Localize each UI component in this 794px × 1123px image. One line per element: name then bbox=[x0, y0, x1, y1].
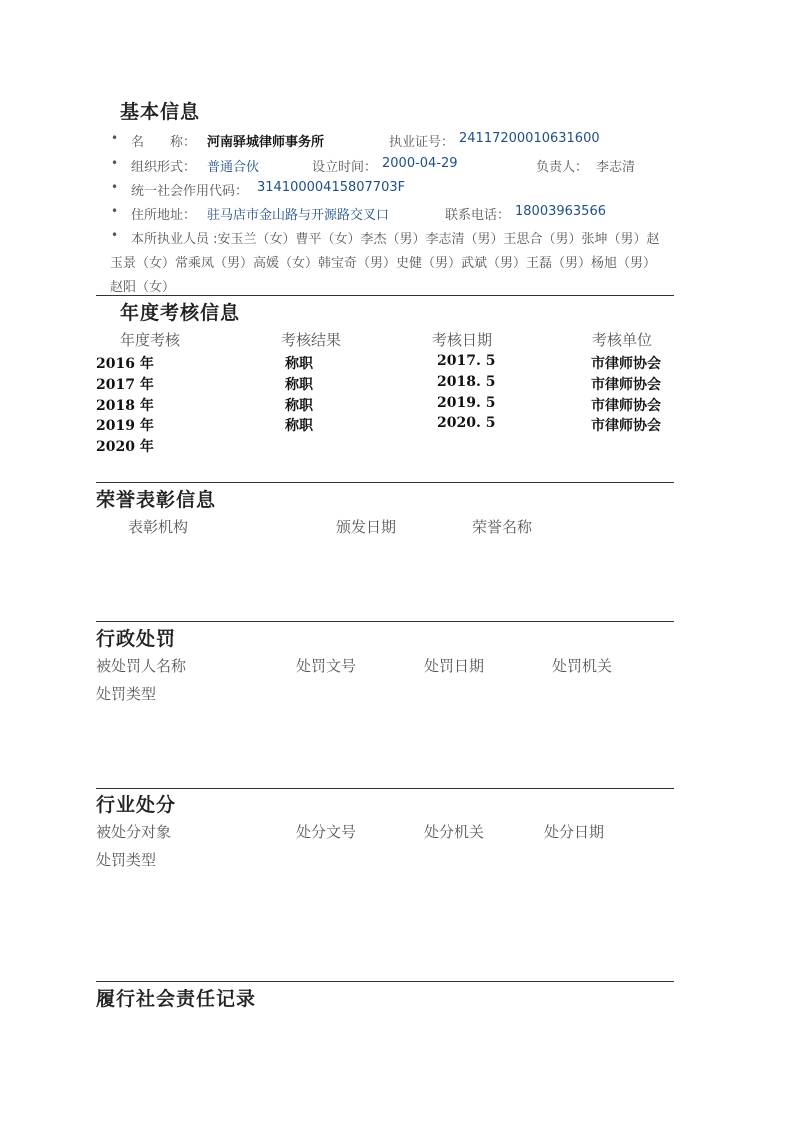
org-form-value: 普通合伙 bbox=[207, 160, 260, 175]
penalty-col-subject: 被处罚人名称 bbox=[96, 657, 187, 675]
founded-value: 2000-04-29 bbox=[382, 156, 458, 171]
address-value: 驻马店市金山路与开源路交叉口 bbox=[207, 208, 390, 223]
address-label: 住所地址： bbox=[131, 208, 197, 223]
penalty-col-type: 处罚类型 bbox=[96, 685, 157, 703]
annual-row-unit: 市律师协会 bbox=[591, 377, 661, 393]
annual-row-result: 称职 bbox=[285, 377, 313, 393]
annual-review-title: 年度考核信息 bbox=[120, 302, 241, 324]
lawyers-line-2: 玉景（女）常乘凤（男）高媛（女）韩宝奇（男）史健（男）武斌（男）王磊（男）杨旭（男） bbox=[110, 256, 657, 271]
annual-col-unit: 考核单位 bbox=[592, 331, 653, 349]
penalty-col-date: 处罚日期 bbox=[424, 657, 485, 675]
annual-row-year: 2019 年 bbox=[96, 418, 154, 434]
honors-col-name: 荣誉名称 bbox=[472, 518, 533, 536]
sanction-col-authority: 处分机关 bbox=[424, 823, 485, 841]
lawyers-line-3: 赵阳（女） bbox=[110, 280, 176, 295]
admin-penalty-title: 行政处罚 bbox=[96, 628, 177, 650]
license-number: 24117200010631600 bbox=[459, 131, 600, 146]
bullet: • bbox=[111, 156, 119, 170]
section-divider bbox=[96, 981, 674, 982]
sanction-col-type: 处罚类型 bbox=[96, 851, 157, 869]
phone-value: 18003963566 bbox=[515, 204, 606, 219]
lawyers-line-1: 本所执业人员 :安玉兰（女）曹平（女）李杰（男）李志清（男）王思合（男）张坤（男）赵 bbox=[131, 232, 660, 247]
owner-value: 李志清 bbox=[596, 160, 636, 175]
annual-row-date: 2018. 5 bbox=[437, 374, 496, 390]
basic-info-title: 基本信息 bbox=[120, 101, 201, 123]
annual-row-unit: 市律师协会 bbox=[591, 398, 661, 414]
honors-col-org: 表彰机构 bbox=[128, 518, 189, 536]
annual-row-date: 2019. 5 bbox=[437, 395, 496, 411]
annual-row-year: 2016 年 bbox=[96, 356, 154, 372]
bullet: • bbox=[111, 204, 119, 218]
social-responsibility-title: 履行社会责任记录 bbox=[96, 988, 257, 1010]
section-divider bbox=[96, 621, 674, 622]
annual-row-date: 2020. 5 bbox=[437, 415, 496, 431]
annual-row-result: 称职 bbox=[285, 398, 313, 414]
section-divider bbox=[96, 295, 674, 296]
industry-sanction-title: 行业处分 bbox=[96, 794, 177, 816]
annual-row-year: 2018 年 bbox=[96, 398, 154, 414]
annual-row-unit: 市律师协会 bbox=[591, 418, 661, 434]
penalty-col-doc-no: 处罚文号 bbox=[296, 657, 357, 675]
sanction-col-doc-no: 处分文号 bbox=[296, 823, 357, 841]
penalty-col-authority: 处罚机关 bbox=[552, 657, 613, 675]
annual-row-year: 2017 年 bbox=[96, 377, 154, 393]
sanction-col-date: 处分日期 bbox=[544, 823, 605, 841]
owner-label: 负责人： bbox=[536, 160, 589, 175]
bullet: • bbox=[111, 131, 119, 145]
founded-label: 设立时间： bbox=[312, 160, 378, 175]
org-form-label: 组织形式： bbox=[131, 160, 197, 175]
name-label: 名 称： bbox=[131, 135, 197, 150]
annual-row-result: 称职 bbox=[285, 356, 313, 372]
annual-col-result: 考核结果 bbox=[281, 331, 342, 349]
bullet: • bbox=[111, 228, 119, 242]
sanction-col-subject: 被处分对象 bbox=[96, 823, 172, 841]
credit-code-value: 31410000415807703F bbox=[257, 180, 406, 195]
firm-name: 河南驿城律师事务所 bbox=[207, 135, 325, 150]
honors-title: 荣誉表彰信息 bbox=[96, 489, 217, 511]
honors-col-date: 颁发日期 bbox=[336, 518, 397, 536]
annual-row-date: 2017. 5 bbox=[437, 353, 496, 369]
credit-code-label: 统一社会作用代码： bbox=[131, 184, 249, 199]
annual-row-year: 2020 年 bbox=[96, 439, 154, 455]
section-divider bbox=[96, 788, 674, 789]
annual-row-unit: 市律师协会 bbox=[591, 356, 661, 372]
annual-col-date: 考核日期 bbox=[432, 331, 493, 349]
bullet: • bbox=[111, 180, 119, 194]
section-divider bbox=[96, 482, 674, 483]
annual-row-result: 称职 bbox=[285, 418, 313, 434]
license-label: 执业证号： bbox=[389, 135, 455, 150]
annual-col-year: 年度考核 bbox=[120, 331, 181, 349]
phone-label: 联系电话： bbox=[445, 208, 511, 223]
